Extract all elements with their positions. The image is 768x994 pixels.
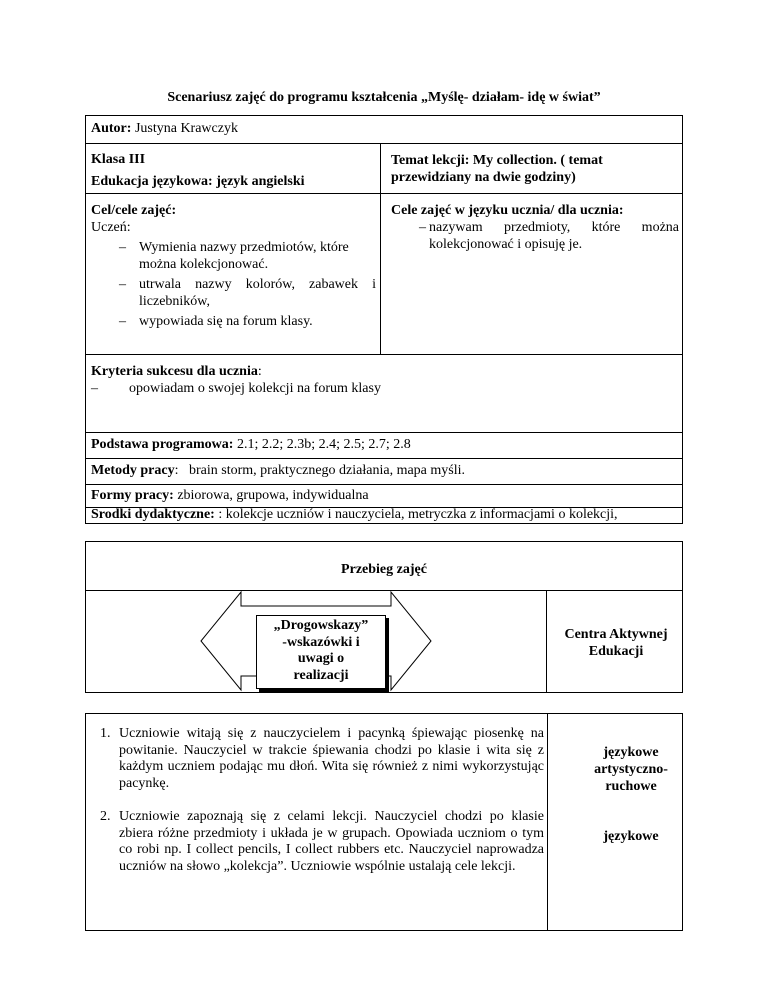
success-label: Kryteria sukcesu dla ucznia <box>91 364 258 379</box>
forms-label: Formy pracy: <box>91 488 174 503</box>
info-divider <box>86 354 682 355</box>
student-goals-cell <box>391 202 679 253</box>
signpost-label: „Drogowskazy” -wskazówki i uwagi o realizacji <box>273 618 369 683</box>
step-text: Uczniowie zapoznają się z celami lekcji. Nauczyciel chodzi po klasie zbiera różne przedmioty i układa je w grupach. Opowiada uczniom o tym co robi np. I collect pencils, I collect rubbers etc. Nauczyciel naprowadza uczniów na słowo „kolekcja”. Uczniowie wspólnie ustalają cele lekcji. <box>119 809 544 874</box>
success-item-line <box>91 380 671 397</box>
list-item <box>86 726 544 792</box>
success-label-line <box>91 363 671 380</box>
methods-value: : brain storm, praktycznego działania, mapa myśli. <box>174 463 466 478</box>
steps-column-divider <box>547 714 548 930</box>
author-value: Justyna Krawczyk <box>134 121 238 136</box>
success-item: opowiadam o swojej kolekcji na forum klasy <box>129 381 381 396</box>
base-value: 2.1; 2.2; 2.3b; 2.4; 2.5; 2.7; 2.8 <box>236 437 411 452</box>
centers-label: Centra Aktywnej Edukacji <box>564 627 668 659</box>
success-criteria-cell <box>91 363 671 397</box>
goals-label: Cel/cele zajęć: <box>91 203 177 218</box>
signpost-box <box>256 615 386 689</box>
forms-row <box>91 488 671 504</box>
info-divider <box>86 143 682 144</box>
step-text: Uczniowie witają się z nauczycielem i pacynką śpiewając piosenkę na powitanie. Nauczyciel w trakcie śpiewania chodzi po klasie i wita się z każdym uczniem podając mu dłoń. Wita się również z nimi wykorzystując pacynkę. <box>119 726 544 791</box>
step-center: językowe artystyczno-ruchowe <box>594 745 668 794</box>
info-divider <box>86 193 682 194</box>
step-number: 1. <box>100 726 111 741</box>
list-item: – nazywam przedmioty, które można kolekcjonować i opisuję je. <box>391 219 679 253</box>
means-label: Środki dydaktyczne: <box>91 507 215 522</box>
course-header: Przebieg zajęć <box>341 562 427 577</box>
student-goals-list <box>391 219 679 253</box>
course-column-divider <box>546 590 547 692</box>
base-label: Podstawa programowa: <box>91 437 234 452</box>
methods-label: Metody pracy <box>91 463 175 478</box>
steps-table <box>85 713 683 931</box>
forms-value: zbiorowa, grupowa, indywidualna <box>177 488 369 503</box>
lesson-topic: Temat lekcji: My collection. ( temat przewidziany na dwie godziny) <box>391 153 603 185</box>
student-goals-label: Cele zajęć w języku ucznia/ dla ucznia: <box>391 203 624 218</box>
info-divider <box>86 484 682 485</box>
methods-row <box>91 463 671 479</box>
class-label: Klasa III <box>91 152 146 167</box>
step-center: językowe <box>603 829 659 844</box>
success-colon: : <box>257 364 262 379</box>
steps-list <box>86 726 544 875</box>
info-column-divider <box>380 143 381 354</box>
means-value: : kolekcje uczniów i nauczyciela, metryczka z informacjami o kolekcji, <box>218 507 618 522</box>
info-divider <box>86 458 682 459</box>
list-item <box>86 809 544 875</box>
success-dash: – <box>91 381 98 396</box>
info-divider <box>86 432 682 433</box>
document-title: Scenariusz zajęć do programu kształcenia „Myślę- działam- idę w świat” <box>167 90 601 105</box>
education-label: Edukacja językowa: język angielski <box>91 174 305 189</box>
author-row <box>91 121 671 137</box>
list-item: – wypowiada się na forum klasy. <box>91 313 376 330</box>
student-label: Uczeń: <box>91 220 131 235</box>
curriculum-base-row <box>91 437 671 453</box>
goals-list <box>91 239 376 330</box>
course-table <box>85 541 683 693</box>
goals-cell <box>91 202 376 330</box>
means-row <box>91 507 681 523</box>
list-item: – Wymienia nazwy przedmiotów, które można kolekcjonować. <box>91 239 376 273</box>
info-table <box>85 115 683 524</box>
list-item: – utrwala nazwy kolorów, zabawek i liczebników, <box>91 276 376 310</box>
author-label: Autor: <box>91 121 132 136</box>
step-number: 2. <box>100 809 111 824</box>
